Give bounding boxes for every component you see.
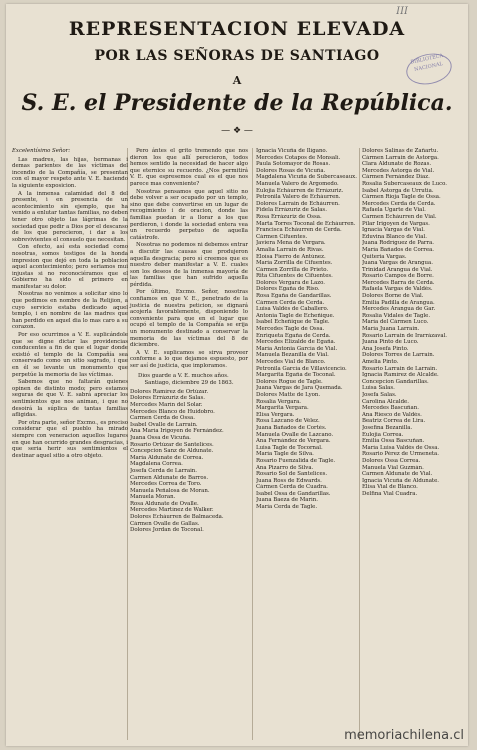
signer-name: Rosa Errázuriz de Ossa. xyxy=(256,213,322,220)
salutation: Excelentísimo Señor: xyxy=(12,148,71,154)
signer-name: Javiera Mena de Vergara. xyxy=(256,240,326,247)
signer-name: Rosa Lazcano de Vélez. xyxy=(256,418,320,425)
signer-name: Eloísa Fierro de Antúnez. xyxy=(256,253,326,260)
signer-name: Cármen Ovalle de Gallas. xyxy=(130,520,200,527)
signer-name: Isabel Echeñique de Tagle. xyxy=(256,319,330,326)
signer-name: Manuela Peñalosa de Moran. xyxy=(130,487,210,494)
signer-name: Dolores Echáurren de Balmaceda. xyxy=(130,514,224,521)
signer-name: Ana María Irigoyen de Fernández. xyxy=(130,428,224,435)
signer-name: Juana Rodríguez de Parra. xyxy=(362,240,435,247)
signer-name: Cármen Cerda de Cerda. xyxy=(256,299,325,306)
signer-name: Dolores Egaña de Riso. xyxy=(256,286,320,293)
signer-name: Clara Aldunate de Rozas. xyxy=(362,161,432,168)
signer-name: Josefa Salas. xyxy=(362,391,397,398)
signer-name: Manuela Moran. xyxy=(130,494,176,501)
signer-name: Manuela Bezanilla de Vial. xyxy=(256,352,329,359)
signer-name: Manuela Ovalle de Lazcano. xyxy=(256,431,334,438)
signer-name: María Cerda de Tagle. xyxy=(256,504,318,511)
signer-name: Marta Torres Toconal de Echáurren. xyxy=(256,220,356,227)
signer-name: Ana Riesco de Valdés. xyxy=(362,411,422,418)
signer-name: Carmen Aldunate de Barros. xyxy=(130,474,209,481)
column-divider xyxy=(359,148,360,740)
signer-name: Luisa Salas. xyxy=(362,385,395,392)
signer-name: Manuela Vial Guzmán. xyxy=(362,464,424,471)
signer-name: Ignacia Vicuña de Aldunate. xyxy=(362,477,439,484)
signer-name: María Luisa Valdés de Ossa. xyxy=(362,444,440,451)
signer-name: Rafaela Vargas de Valdés. xyxy=(362,286,433,293)
signer-name: Rafaela Ugarte de Vial. xyxy=(362,207,426,214)
signer-name: Mercedes Barra de Cerda. xyxy=(362,279,435,286)
signer-name: Isabel Ovalle de Larrain. xyxy=(130,421,198,428)
signer-name: Dolores Vergara de Lazo. xyxy=(256,279,325,286)
text-column-4 xyxy=(362,148,462,497)
date-line: Santiago, diciembre 29 de 1863. xyxy=(144,380,234,387)
signer-name: Isabel Ossa de Gandarillas. xyxy=(256,490,331,497)
signer-name: Cármen Larrain de Astorga. xyxy=(362,154,439,161)
signer-name: Cármen Fernández Díaz. xyxy=(362,174,430,181)
signer-name: Juana Bañados de Cortés. xyxy=(256,424,327,431)
text-column-3 xyxy=(256,148,358,511)
signer-name: Trinidad Arangua de Vial. xyxy=(362,266,433,273)
signer-name: Rosario Larrain de Irarrázaval. xyxy=(362,332,448,339)
text-column-2 xyxy=(130,148,248,534)
signer-name: Dolores Jordan de Toconal. xyxy=(130,527,204,534)
signer-name: Dolores Ramírez de Ortúzar. xyxy=(130,388,209,395)
paragraph: Las madres, las hijas, hermanas i demas parientes de las víctimas del incendio de la Compañía, se presentan con el mayor respeto ante V. E. haciendo la siguiente exposicion. xyxy=(12,156,128,189)
closing-line: Dios guarde a V. E. muchos años. xyxy=(138,372,229,379)
signer-name: Enriqueta Egaña de Cerda. xyxy=(256,332,331,339)
paragraph: Por eso ocurrimos a V. E. suplicándole que se digne dictar las providencias conducentes a fin de que el lugar donde existió el templo de la Compañía sea conservado como un sitio sagrado, i que en él se levante un monumento que perpetúe la memoria de las víctimas. xyxy=(12,332,128,378)
signer-name: Cármen Cerda de Cuadra. xyxy=(256,484,328,491)
signer-name: Magdalena Correa. xyxy=(130,461,183,468)
signer-name: Josefa Cerda de Larrain. xyxy=(130,467,197,474)
signer-name: Mercedes Vial de Blanco. xyxy=(256,359,326,365)
signer-name: Emilia Padilla de Arangua. xyxy=(362,299,435,306)
title-line-4: S. E. el Presidente de la República. xyxy=(21,90,453,116)
signer-name: Carmen Cerda de Ossa. xyxy=(130,415,195,422)
signer-name: Carolina Alcalde. xyxy=(362,398,409,405)
signer-name: María Bañados de Correa. xyxy=(362,246,434,253)
signer-name: Josefina Bezanilla. xyxy=(362,424,413,431)
signer-name: Eulojia Echáurren de Errázuriz. xyxy=(256,187,344,194)
signer-name: Petronila García de Villavicencio. xyxy=(256,365,347,372)
signer-list xyxy=(362,148,462,497)
signer-name: Luisa Valdés de Caballero. xyxy=(256,306,329,313)
signer-name: Ana Josefa Pinto. xyxy=(362,345,409,352)
signer-name: Ana Pizarro de Silva. xyxy=(256,464,314,471)
signer-name: Rosalía Vergara. xyxy=(256,398,301,405)
signer-name: Mercedes Martínez de Walker. xyxy=(130,507,214,514)
signer-name: María Tagle de Silva. xyxy=(256,451,314,458)
signer-name: Rosa Egaña de Gandarillas. xyxy=(256,293,332,300)
signer-name: Isabel Astorga de Urrutia. xyxy=(362,187,434,194)
signer-name: Mercedes Bascuñan. xyxy=(362,405,419,412)
signer-name: María del Cármen Luco. xyxy=(362,319,429,326)
title-ornament: — ❖ — xyxy=(221,126,253,136)
signer-name: Dolores Rosas de Vicuña. xyxy=(256,167,326,174)
signer-name: Dolores Torres de Larrain. xyxy=(362,352,435,359)
signer-name: Ignacia Vargas de Vial. xyxy=(362,227,425,234)
signer-name: Eduvina Blanco de Vial. xyxy=(362,233,427,240)
signer-name: Mercedes Tagle de Ossa. xyxy=(256,326,325,333)
paragraph: Pero ántes el grito tremendo que nos dieron los que allí perecieron, todos hemos sentido la necesidad de hacer algo que eternice su recuerdo. ¿Nos permitirá V. E. que espresemos cual es el que nos parece mas conveniente? xyxy=(130,148,248,187)
signer-name: Rosa Aldunate de Ovalle. xyxy=(130,500,199,507)
signer-name: Concepcion Sanz de Aldunate. xyxy=(130,448,214,455)
signer-name: Cármen Rioja Tagle de Ossa. xyxy=(362,194,441,201)
signer-name: Dolores Rogue de Tagle. xyxy=(256,378,323,385)
handwritten-mark: III xyxy=(396,6,408,17)
signer-name: Dolores Borne de Vial. xyxy=(362,293,424,300)
signer-name: Juana Ross de Edwards. xyxy=(256,477,322,484)
signer-name: Cármen Zorrilla de Prieto. xyxy=(256,266,329,273)
signer-name: Rita Cifuentes de Cifuentes. xyxy=(256,273,333,280)
signer-name: Delfina Vial Cuadra. xyxy=(362,490,418,497)
signer-name: Quiteria Vargas. xyxy=(362,253,407,260)
signer-name: Amelia Pinto. xyxy=(362,359,399,365)
signer-name: Magdalena Vicuña de Subercaseaux. xyxy=(256,174,357,181)
signer-name: Rosario Campos de Borre. xyxy=(362,273,434,280)
signer-name: Amalia Larrain de Rivas. xyxy=(256,246,324,253)
signer-name: Mercedes Cotapos de Monsalí. xyxy=(256,154,341,161)
signer-name: Juana Vargas de Arangua. xyxy=(362,260,433,267)
signer-name: Carmen Echáurren de Vial. xyxy=(362,213,437,220)
signer-name: Dolores Matte de Lyon. xyxy=(256,391,321,398)
signer-name: Juana Ossa de Vicuña. xyxy=(130,434,191,441)
signer-name: Rosalía Vidales de Tagle. xyxy=(362,312,431,319)
signer-name: Rosalía Subercaseaux de Luco. xyxy=(362,180,447,187)
signer-name: Dolores Ossa Correa. xyxy=(362,457,421,464)
signer-name: Fidela Errázuriz de Salas. xyxy=(256,207,327,214)
signer-name: Elisa Vial de Blanco. xyxy=(362,484,418,491)
paragraph: A V. E. suplicamos se sirva proveer conforme a lo que dejamos espuesto, por ser así de justicia, que imploramos. xyxy=(130,349,248,369)
signer-name: Rosario Pérez de Urmeneta. xyxy=(362,451,439,458)
signer-name: Mercedes Arangua de Gar. xyxy=(362,306,436,313)
signer-name: Rosario Larrain de Larrain. xyxy=(362,365,438,372)
signer-name: Margarita Egaña de Toconal. xyxy=(256,372,336,379)
paragraph: Por último, Excmo. Señor, nosotras confiamos en que V. E., penetrado de la justicia de nuestra peticion, se dignará acojerla favorablemente, disponiendo lo conveniente para que en el lugar que ocupó el templo de la Compañía se erija un monumento destinado a conservar la memoria de las víctimas del 8 de diciembre. xyxy=(130,289,248,349)
paragraph: Nosotras no podemos ni debemos entrar a discutir las causas que produjeron aquella desgracia; pero sí creemos que es nuestro deber manifestar a V. E. cuales son los deseos de la inmensa mayoría de las familias que han sufrido aquella pérdida. xyxy=(130,242,248,288)
signer-name: María Aldunate de Correa. xyxy=(130,454,204,461)
signer-name: Beatriz Correa de Lira. xyxy=(362,418,426,425)
signer-name: Dolores Errázuriz de Salas. xyxy=(130,395,205,402)
signer-name: Ignacia Vicuña de Ilígano. xyxy=(256,148,328,154)
signer-name: Juana Baeza de Marín. xyxy=(256,497,318,504)
signer-name: Mercedes Cerda de Cerda. xyxy=(362,200,436,207)
signer-name: Margarita Vergara. xyxy=(256,405,309,412)
signer-name: Francisca Echáurren de Cerda. xyxy=(256,227,342,234)
signer-name: Mercedes Elizalde de Egaña. xyxy=(256,339,336,346)
title-line-3: A xyxy=(232,74,242,87)
signer-name: Eulojia Correa. xyxy=(362,431,404,438)
signer-name: Juana Pinto de Luco. xyxy=(362,339,419,346)
watermark: memoriachilena.cl xyxy=(344,728,464,743)
paragraph: Por otra parte, señor Excmo., es preciso considerar que el pueblo ha mirado siempre con veneracion aquellos lugares en que han ocurrido grandes desgracias, i que seria herir sus sentimientos el destinar aquel sitio a otro objeto. xyxy=(12,419,128,459)
signer-name: María Antonia García de Vial. xyxy=(256,345,338,352)
paragraph: Nosotras no venimos a solicitar sino lo que pedimos en nombre de la Relijion, a cuyo servicio estaba dedicado aquel templo, i en nombre de las madres que han perdido en aquel dia lo mas caro a su corazon. xyxy=(12,291,128,331)
signer-name: Ana Fernández de Vergara. xyxy=(256,438,331,445)
signer-name: Pilar Irigoyen de Vargas. xyxy=(362,220,430,227)
title-line-2: POR LAS SEÑORAS DE SANTIAGO xyxy=(94,48,380,64)
paragraph: Sabemos que no faltarán quienes opinen de distinto modo; pero estamos seguras de que V. E. sabrá apreciar los sentimientos que nos animan, i que no desoirá la súplica de tantas familias afligidas. xyxy=(12,379,128,419)
signer-name: María Juana Larrain. xyxy=(362,326,420,333)
signer-list xyxy=(130,389,248,534)
paragraph: Con efecto, así esta sociedad como nosotras, somos testigos de la honda impresion que dejó en toda la poblacion aquel acontecimiento; pero seriamos mui injustas si no reconociéramos que el Gobierno ha sido el primero en manifestar su dolor. xyxy=(12,244,128,290)
signer-name: Petronila Valero de Echáurren. xyxy=(256,194,341,201)
signer-name: Antonia Tagle de Echeñique. xyxy=(256,312,335,319)
signer-name: Ignacia Ramírez de Alcalde. xyxy=(362,372,439,379)
title-line-1: REPRESENTACION ELEVADA xyxy=(68,18,406,40)
paragraph: Nosotras pensamos que aquel sitio no debe volver a ser ocupado por un templo, sino que debe convertirse en un lugar de recogimiento i de oracion, donde las familias puedan ir a llorar a los que perdieron, i donde la sociedad entera vea un recuerdo perpetuo de aquella catástrofe. xyxy=(130,188,248,241)
signer-name: Luisa Tagle de Tocornal. xyxy=(256,444,323,451)
signer-name: Cármen Cifuentes. xyxy=(256,233,308,240)
signer-name: Elisa Vergara. xyxy=(256,411,295,418)
column-divider xyxy=(252,148,253,740)
signer-name: Emilia Ossa Bascuñan. xyxy=(362,438,425,445)
signer-name: Dolores Larrain de Echáurren. xyxy=(256,200,340,207)
signer-name: Dolores Salinas de Zañartu. xyxy=(362,148,439,154)
signer-name: Rosario Ortúzar de Santelices. xyxy=(130,441,214,448)
signer-name: Paula Sotomayor de Rosas. xyxy=(256,161,331,168)
paragraph: A la inmensa calamidad del 8 del presente, i en presencia de un acontecimiento sin ejemplo, que ha venido a enlutar tantas familias, no deben tener otro objeto las lágrimas de la sociedad que pedir a Dios por el descanso de los que perecieron, i dar a los sobrevivientes el consuelo que necesitan. xyxy=(12,190,128,243)
signer-name: Rosario Sol de Santelices. xyxy=(256,471,328,478)
signer-list xyxy=(256,148,358,511)
signer-name: Juana Vargas de Jara Quemada. xyxy=(256,385,343,392)
signer-name: Mercedes Marín del Solar. xyxy=(130,401,203,408)
text-column-1 xyxy=(12,148,128,460)
document-sheet xyxy=(6,4,468,746)
stamp-text: BIBLIOTECA NACIONAL xyxy=(410,52,444,74)
signer-name: Manuela Valero de Argomedo. xyxy=(256,180,339,187)
signer-name: Rosario Fuenzalida de Tagle. xyxy=(256,457,336,464)
signer-name: Concepcion Gandarillas. xyxy=(362,378,429,385)
signer-name: Mercedes Correa de Toro. xyxy=(130,481,202,488)
signer-name: María Zorrilla de Cifuentes. xyxy=(256,260,333,267)
signer-name: Mercedes Blanco de Huidobro. xyxy=(130,408,215,415)
signer-name: Carmen Aldunate de Vial. xyxy=(362,471,433,478)
signer-name: Mercedes Astorga de Vial. xyxy=(362,167,435,174)
